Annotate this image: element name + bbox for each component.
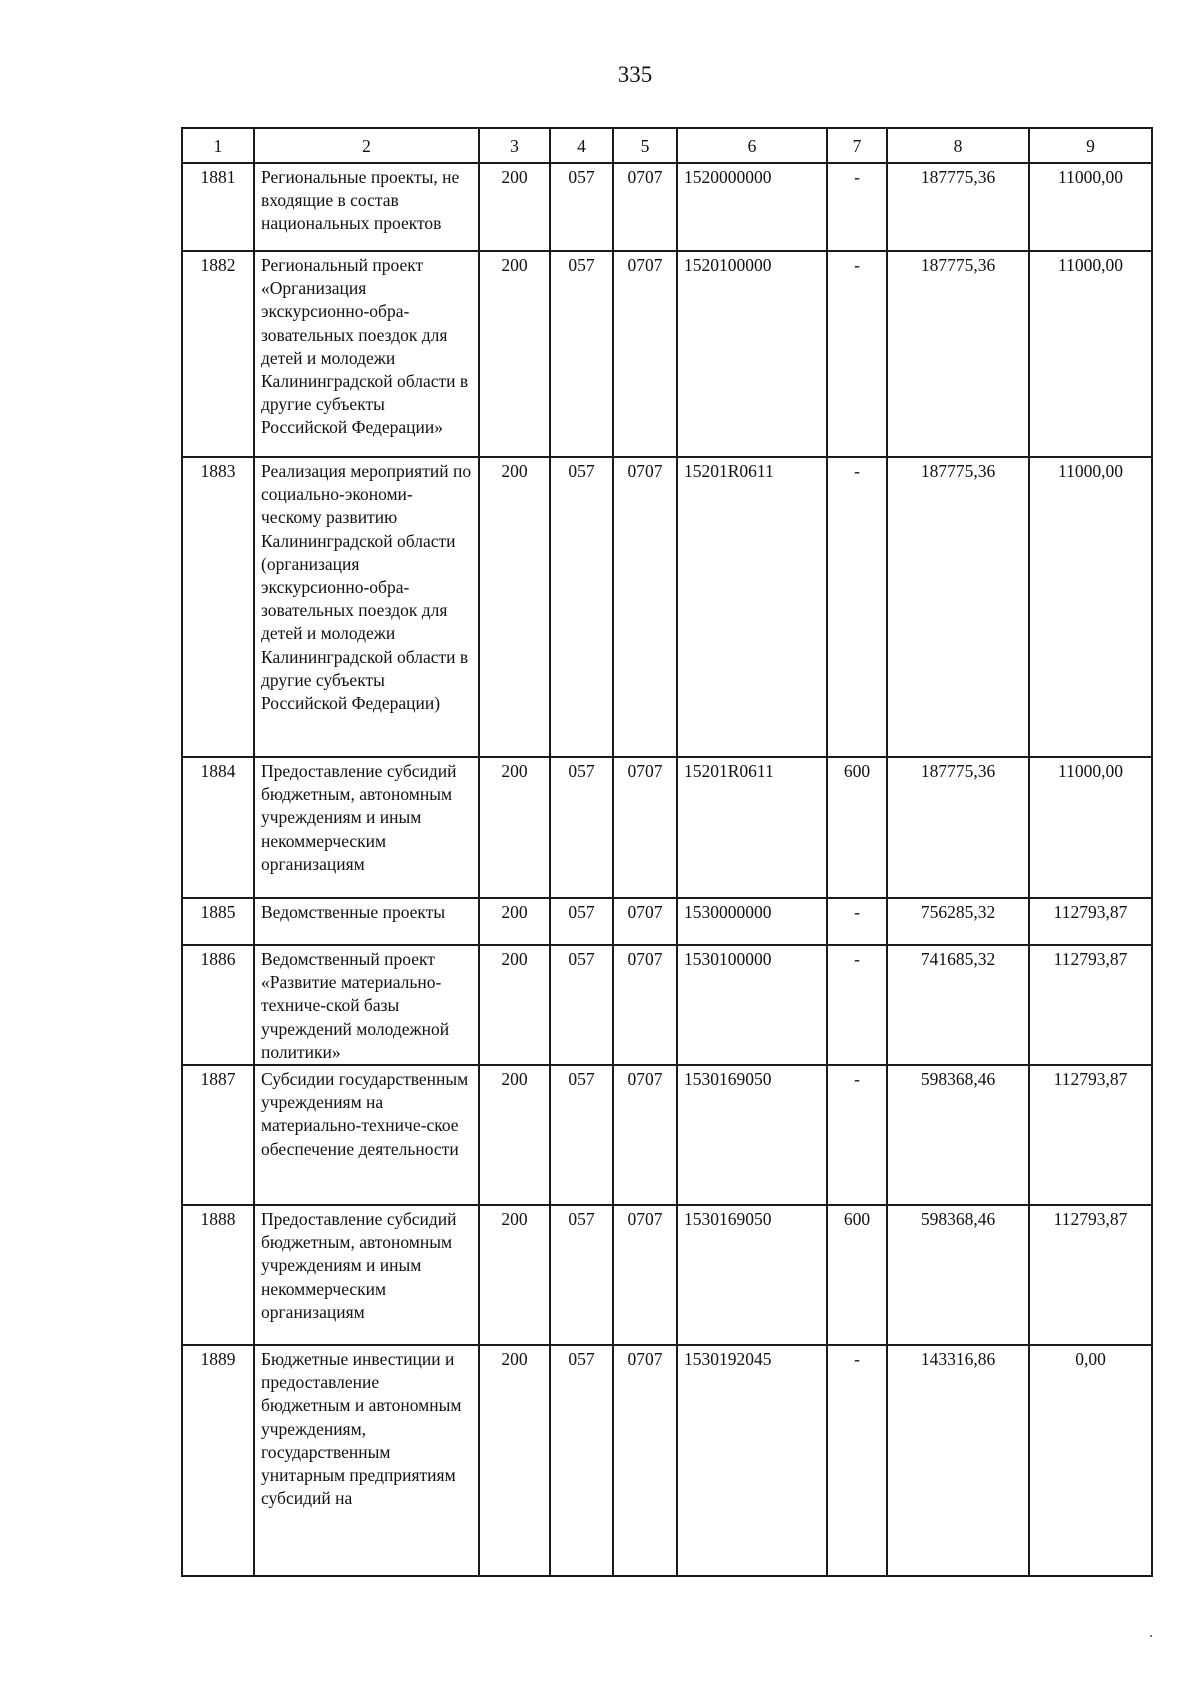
scan-speck <box>1150 1635 1152 1637</box>
row-col4: 057 <box>550 1345 613 1576</box>
table-row <box>182 898 1152 945</box>
row-name: Региональные проекты, не входящие в состав национальных проектов <box>254 163 479 251</box>
row-col6: 1530192045 <box>677 1345 827 1576</box>
header-row <box>182 128 1152 163</box>
row-col8: 143316,86 <box>887 1345 1029 1576</box>
row-col7: - <box>827 898 887 945</box>
row-col6: 1530100000 <box>677 945 827 1065</box>
table-row <box>182 251 1152 457</box>
row-col9: 0,00 <box>1029 1345 1152 1576</box>
row-number: 1887 <box>182 1065 254 1205</box>
row-col6: 15201R0611 <box>677 457 827 757</box>
row-name: Бюджетные инвестиции и предоставление бюджетным и автономным учреждениям, государственным унитарным предприятиям субсидий на <box>254 1345 479 1576</box>
row-col5: 0707 <box>613 1065 677 1205</box>
row-col8: 187775,36 <box>887 757 1029 898</box>
row-number: 1881 <box>182 163 254 251</box>
row-col9: 112793,87 <box>1029 945 1152 1065</box>
row-number: 1883 <box>182 457 254 757</box>
row-col3: 200 <box>479 163 550 251</box>
row-col3: 200 <box>479 457 550 757</box>
row-col9: 11000,00 <box>1029 251 1152 457</box>
row-col4: 057 <box>550 251 613 457</box>
row-name: Предоставление субсидий бюджетным, автономным учреждениям и иным некоммерческим организациям <box>254 1205 479 1345</box>
row-col9: 11000,00 <box>1029 163 1152 251</box>
row-col9: 112793,87 <box>1029 898 1152 945</box>
row-col4: 057 <box>550 757 613 898</box>
row-col6: 1520100000 <box>677 251 827 457</box>
column-header: 3 <box>479 128 550 163</box>
row-col7: 600 <box>827 1205 887 1345</box>
column-header: 6 <box>677 128 827 163</box>
row-name: Субсидии государственным учреждениям на материально-техниче-ское обеспечение деятельности <box>254 1065 479 1205</box>
row-col4: 057 <box>550 1065 613 1205</box>
page-number: 335 <box>617 62 653 87</box>
row-col5: 0707 <box>613 945 677 1065</box>
column-header: 8 <box>887 128 1029 163</box>
row-number: 1888 <box>182 1205 254 1345</box>
row-col3: 200 <box>479 898 550 945</box>
column-header: 1 <box>182 128 254 163</box>
row-col4: 057 <box>550 163 613 251</box>
row-col6: 15201R0611 <box>677 757 827 898</box>
row-col9: 11000,00 <box>1029 457 1152 757</box>
row-col8: 187775,36 <box>887 457 1029 757</box>
row-col5: 0707 <box>613 757 677 898</box>
row-col7: - <box>827 1345 887 1576</box>
row-col3: 200 <box>479 757 550 898</box>
row-name: Региональный проект «Организация экскурсионно-обра-зовательных поездок для детей и молодежи Калининградской области в другие субъекты Российской Федерации» <box>254 251 479 457</box>
table-row <box>182 1345 1152 1576</box>
row-name: Ведомственные проекты <box>254 898 479 945</box>
row-col5: 0707 <box>613 898 677 945</box>
row-col3: 200 <box>479 945 550 1065</box>
row-col7: - <box>827 251 887 457</box>
column-header: 2 <box>254 128 479 163</box>
row-col6: 1530169050 <box>677 1205 827 1345</box>
row-col9: 11000,00 <box>1029 757 1152 898</box>
row-col8: 187775,36 <box>887 163 1029 251</box>
row-col7: - <box>827 163 887 251</box>
row-col7: - <box>827 457 887 757</box>
table-row <box>182 945 1152 1065</box>
column-header: 7 <box>827 128 887 163</box>
row-number: 1886 <box>182 945 254 1065</box>
row-col8: 598368,46 <box>887 1065 1029 1205</box>
row-col5: 0707 <box>613 1205 677 1345</box>
row-col8: 187775,36 <box>887 251 1029 457</box>
row-col5: 0707 <box>613 251 677 457</box>
row-col8: 598368,46 <box>887 1205 1029 1345</box>
row-col3: 200 <box>479 251 550 457</box>
row-col3: 200 <box>479 1205 550 1345</box>
table-row <box>182 1205 1152 1345</box>
row-col9: 112793,87 <box>1029 1065 1152 1205</box>
row-col5: 0707 <box>613 457 677 757</box>
row-number: 1889 <box>182 1345 254 1576</box>
row-col4: 057 <box>550 945 613 1065</box>
row-col5: 0707 <box>613 163 677 251</box>
budget-table <box>181 127 1153 1577</box>
row-col8: 741685,32 <box>887 945 1029 1065</box>
row-col5: 0707 <box>613 1345 677 1576</box>
row-name: Реализация мероприятий по социально-экономи-ческому развитию Калининградской области (организация экскурсионно-обра-зовательных поездок для детей и молодежи Калининградской области в другие субъекты Российской Федерации) <box>254 457 479 757</box>
row-col6: 1520000000 <box>677 163 827 251</box>
row-col6: 1530169050 <box>677 1065 827 1205</box>
column-header: 5 <box>613 128 677 163</box>
row-col7: 600 <box>827 757 887 898</box>
row-col4: 057 <box>550 1205 613 1345</box>
row-number: 1882 <box>182 251 254 457</box>
table-row <box>182 457 1152 757</box>
column-header: 4 <box>550 128 613 163</box>
table-row <box>182 757 1152 898</box>
row-col4: 057 <box>550 898 613 945</box>
row-name: Ведомственный проект «Развитие материально-техниче-ской базы учреждений молодежной политики» <box>254 945 479 1065</box>
row-number: 1885 <box>182 898 254 945</box>
column-header: 9 <box>1029 128 1152 163</box>
row-col8: 756285,32 <box>887 898 1029 945</box>
row-col3: 200 <box>479 1345 550 1576</box>
table-row <box>182 163 1152 251</box>
row-col7: - <box>827 1065 887 1205</box>
table-row <box>182 1065 1152 1205</box>
row-col4: 057 <box>550 457 613 757</box>
row-number: 1884 <box>182 757 254 898</box>
row-col6: 1530000000 <box>677 898 827 945</box>
row-col9: 112793,87 <box>1029 1205 1152 1345</box>
row-col7: - <box>827 945 887 1065</box>
row-col3: 200 <box>479 1065 550 1205</box>
row-name: Предоставление субсидий бюджетным, автономным учреждениям и иным некоммерческим организациям <box>254 757 479 898</box>
